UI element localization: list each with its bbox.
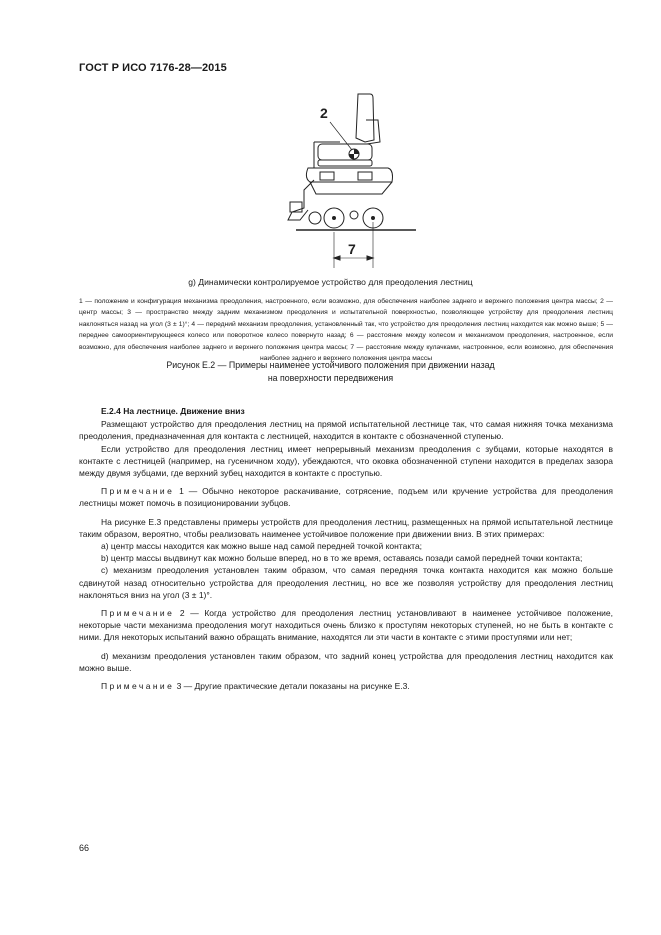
figure-title-line2: на поверхности передвижения — [267, 372, 394, 383]
stair-climber-drawing — [270, 90, 430, 270]
paragraph-2: Если устройство для преодоления лестниц имеет непрерывный механизм преодоления с зубцами, которые находятся в контакте с лестницей (например, на гусеничном ходу), убеждаются, что оковка обозначенной ступени находится в пределах зазора между двумя зубцами, где верхний зубец находится в контакте с проступью. — [79, 443, 613, 479]
middle-wheel — [350, 211, 358, 219]
caster-wheel — [309, 212, 321, 224]
label-7: 7 — [348, 241, 356, 257]
seat-cushion — [318, 144, 372, 160]
note-1 — [79, 485, 613, 509]
figure-caption: g) Динамически контролируемое устройство для преодоления лестниц — [188, 277, 473, 287]
chassis-lower — [310, 182, 392, 194]
motor-block — [320, 172, 334, 180]
paragraph-1: Размещают устройство для преодоления лестниц на прямой испытательной лестнице так, что самая нижняя точка механизма преодоления, предназначенная для контакта с лестницей, находится в контакте с обозначенной ступенью. — [79, 419, 613, 442]
backrest-shape — [356, 94, 374, 142]
note-1-label: Примечание — [101, 486, 175, 497]
stair-climber-figure — [270, 90, 430, 270]
figure-title-line1: Рисунок Е.2 — Примеры наименее устойчивого положения при движении назад — [166, 360, 495, 370]
list-item-d: d) механизм преодоления установлен таким образом, что задний конец устройства для преодоления лестниц находится как можно выше. — [79, 650, 613, 673]
battery-block — [358, 172, 372, 180]
leader-line-2 — [330, 122, 352, 150]
page-number: 66 — [79, 843, 90, 853]
note-2 — [79, 607, 613, 644]
section-heading: Е.2.4 На лестнице. Движение вниз — [101, 406, 245, 416]
dim-arrow-right — [367, 256, 373, 260]
list-item-c: c) механизм преодоления установлен таким образом, что самая передняя точка контакта находится как можно больше сдвинутой назад относительно устройства для преодоления лестниц, но все же позволяя устройству для преодоления лестниц наклоняться вниз на угол (3 ± 1)°. — [79, 565, 613, 600]
note-2-text: 2 — Когда устройство для преодоления лестниц установливают в наименее устойчивое положение, некоторые части механизма преодоления могут находиться очень близко к проступям некоторых ступеней, но не быть в контакте с ними. Для некоторых испытаний важно обращать внимание, находятся ли эти части в контакте с этими проступями или нет; — [79, 608, 613, 643]
note-3-label: Примечание — [101, 681, 175, 692]
dim-arrow-left — [334, 256, 340, 260]
chassis-upper — [306, 168, 392, 182]
note-3 — [79, 680, 613, 692]
paragraph-3: На рисунке Е.3 представлены примеры устройств для преодоления лестниц, размещенных на прямой испытательной лестнице таким образом, вероятно, чтобы реализовать наименее устойчивое положение при движении вниз. В этих примерах: — [79, 516, 613, 539]
seat-base — [318, 160, 372, 166]
note-3-text: 3 — Другие практические детали показаны на рисунке Е.3. — [174, 681, 410, 692]
list-item-b: b) центр массы выдвинут как можно больше вперед, но в то же время, оставаясь позади самой передней точки контакта; — [101, 553, 583, 564]
note-1-text: 1 — Обычно некоторое раскачивание, сотрясение, подъем или кручение устройства для преодоления лестницы может помочь в позиционировании зубцов. — [79, 486, 613, 509]
figure-title — [0, 359, 661, 384]
center-of-mass-symbol — [349, 149, 359, 159]
list-item-a: a) центр массы находится как можно выше над самой передней точкой контакта; — [101, 541, 423, 552]
label-2: 2 — [320, 105, 328, 121]
note-2-label: Примечание — [101, 608, 175, 619]
document-header: ГОСТ Р ИСО 7176-28—2015 — [79, 62, 227, 74]
figure-legend: 1 — положение и конфигурация механизма преодоления, настроенного, если возможно, для обеспечения наиболее заднего и верхнего положения центра массы; 2 — центр массы; 3 — пространство между задним механизмом преодоления и испытательной поверхностью, позволяющее устройству для преодоления лестниц наклоняться назад на угол (3 ± 1)°; 4 — передний механизм преодоления, установленный так, что устройство для преодоления лестниц находится как можно выше; 5 — переднее самоориентирующееся колесо или поворотное колесо повернуто назад; 6 — расстояние между колесом и механизмом преодоления, настроенное, если возможно, для обеспечения наиболее заднего и верхнего положения центра массы; 7 — расстояние между кулачками, настроенное, если возможно, для обеспечения наиболее заднего и верхнего положения центра массы — [79, 298, 613, 363]
section-body — [79, 405, 613, 692]
